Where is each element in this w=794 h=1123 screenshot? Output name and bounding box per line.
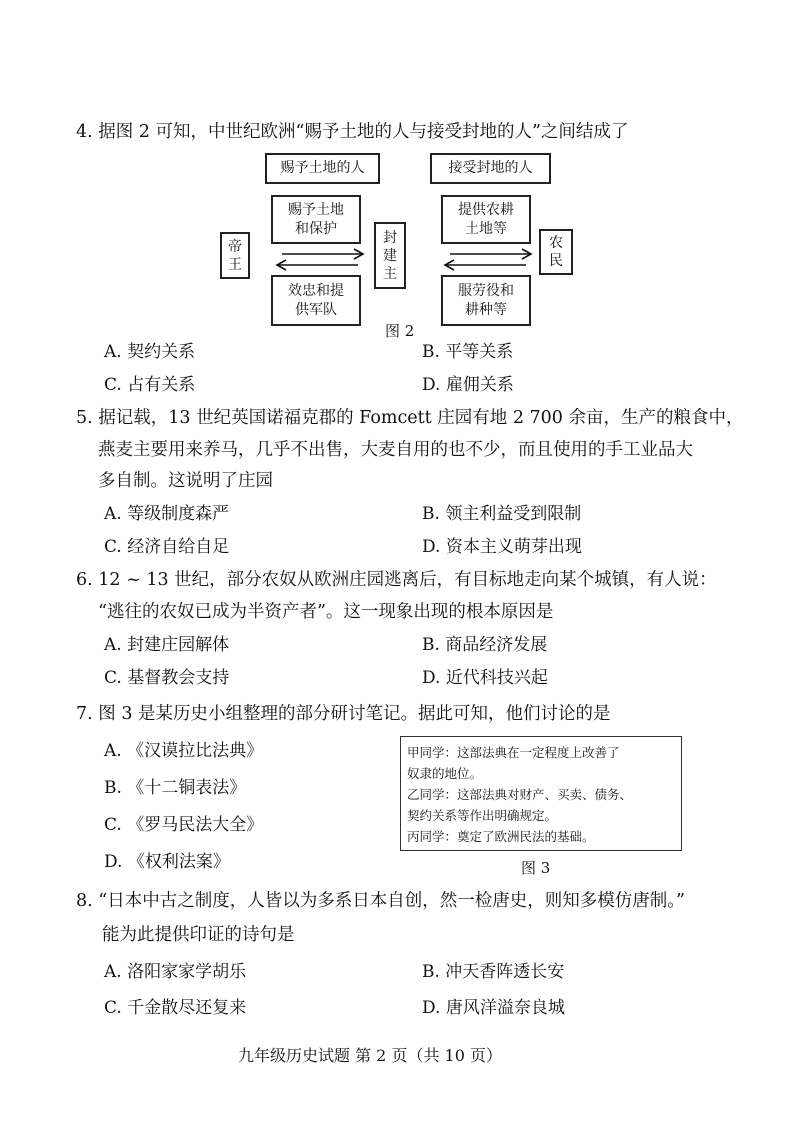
q4-option-d[interactable]: D. 雇佣关系	[422, 375, 514, 395]
box-lord: 封 建 主	[374, 222, 406, 289]
q7-option-a[interactable]: A. 《汉谟拉比法典》	[104, 741, 264, 761]
note-line: 丙同学：奠定了欧洲民法的基础。	[407, 829, 595, 844]
q5-stem-line1: 5. 据记载，13 世纪英国诺福克郡的 Fomcett 庄园有地 2 700 余亩，生产的粮食中，	[76, 408, 744, 428]
q5-option-a[interactable]: A. 等级制度森严	[104, 504, 230, 524]
figure-3-caption: 图 3	[521, 859, 551, 877]
box-provide-land: 提供农耕 土地等	[441, 195, 531, 244]
box-grant-land: 赐予土地 和保护	[271, 195, 361, 244]
q4-option-b[interactable]: B. 平等关系	[422, 342, 514, 362]
q8-stem-line1: 8. “日本中古之制度，人皆以为多系日本自创，然一检唐史，则知多模仿唐制。”	[76, 891, 685, 911]
q5-stem-line2: 燕麦主要用来养马，几乎不出售，大麦自用的也不少，而且使用的手工业品大	[98, 440, 693, 460]
q4-stem: 4. 据图 2 可知，中世纪欧洲“赐予土地的人与接受封地的人”之间结成了	[76, 122, 629, 142]
q6-stem-line2: “逃往的农奴已成为半资产者”。这一现象出现的根本原因是	[98, 602, 554, 622]
q8-option-a[interactable]: A. 洛阳家家学胡乐	[104, 962, 247, 982]
q6-option-b[interactable]: B. 商品经济发展	[422, 635, 548, 655]
q6-option-d[interactable]: D. 近代科技兴起	[422, 668, 548, 688]
box-emperor: 帝 王	[220, 232, 250, 279]
q7-option-d[interactable]: D. 《权利法案》	[104, 852, 230, 872]
q8-option-c[interactable]: C. 千金散尽还复来	[104, 998, 247, 1018]
header-grantee: 接受封地的人	[430, 153, 551, 184]
note-line: 甲同学：这部法典在一定程度上改善了	[407, 745, 620, 760]
note-line: 乙同学：这部法典对财产、买卖、债务、	[407, 787, 633, 802]
box-loyalty: 效忠和提 供军队	[271, 275, 361, 326]
q4-option-c[interactable]: C. 占有关系	[104, 375, 196, 395]
box-peasant: 农 民	[539, 229, 573, 275]
q6-stem-line1: 6. 12 ~ 13 世纪，部分农奴从欧洲庄园逃离后，有目标地走向某个城镇，有人说：	[76, 570, 717, 590]
q7-option-c[interactable]: C. 《罗马民法大全》	[104, 815, 264, 835]
arrows-left	[270, 248, 370, 272]
q6-option-a[interactable]: A. 封建庄园解体	[104, 635, 230, 655]
q5-option-b[interactable]: B. 领主利益受到限制	[422, 504, 582, 524]
q7-stem: 7. 图 3 是某历史小组整理的部分研讨笔记。据此可知，他们讨论的是	[76, 704, 611, 724]
q6-option-c[interactable]: C. 基督教会支持	[104, 668, 230, 688]
note-line: 奴隶的地位。	[407, 766, 483, 781]
q7-option-b[interactable]: B. 《十二铜表法》	[104, 778, 247, 798]
q8-option-b[interactable]: B. 冲天香阵透长安	[422, 962, 565, 982]
q5-option-d[interactable]: D. 资本主义萌芽出现	[422, 537, 582, 557]
figure-3-notes	[400, 736, 682, 851]
arrows-right	[438, 248, 538, 272]
figure-2-caption: 图 2	[385, 322, 415, 340]
q8-stem-line2: 能为此提供印证的诗句是	[102, 925, 295, 945]
q8-option-d[interactable]: D. 唐风洋溢奈良城	[422, 998, 565, 1018]
note-line: 契约关系等作出明确规定。	[407, 808, 558, 823]
page-footer: 九年级历史试题 第 2 页（共 10 页）	[238, 1046, 502, 1065]
q5-option-c[interactable]: C. 经济自给自足	[104, 537, 230, 557]
q5-stem-line3: 多自制。这说明了庄园	[98, 471, 273, 491]
header-grantor: 赐予土地的人	[265, 153, 380, 184]
box-labor: 服劳役和 耕种等	[441, 275, 531, 326]
q4-option-a[interactable]: A. 契约关系	[104, 342, 196, 362]
